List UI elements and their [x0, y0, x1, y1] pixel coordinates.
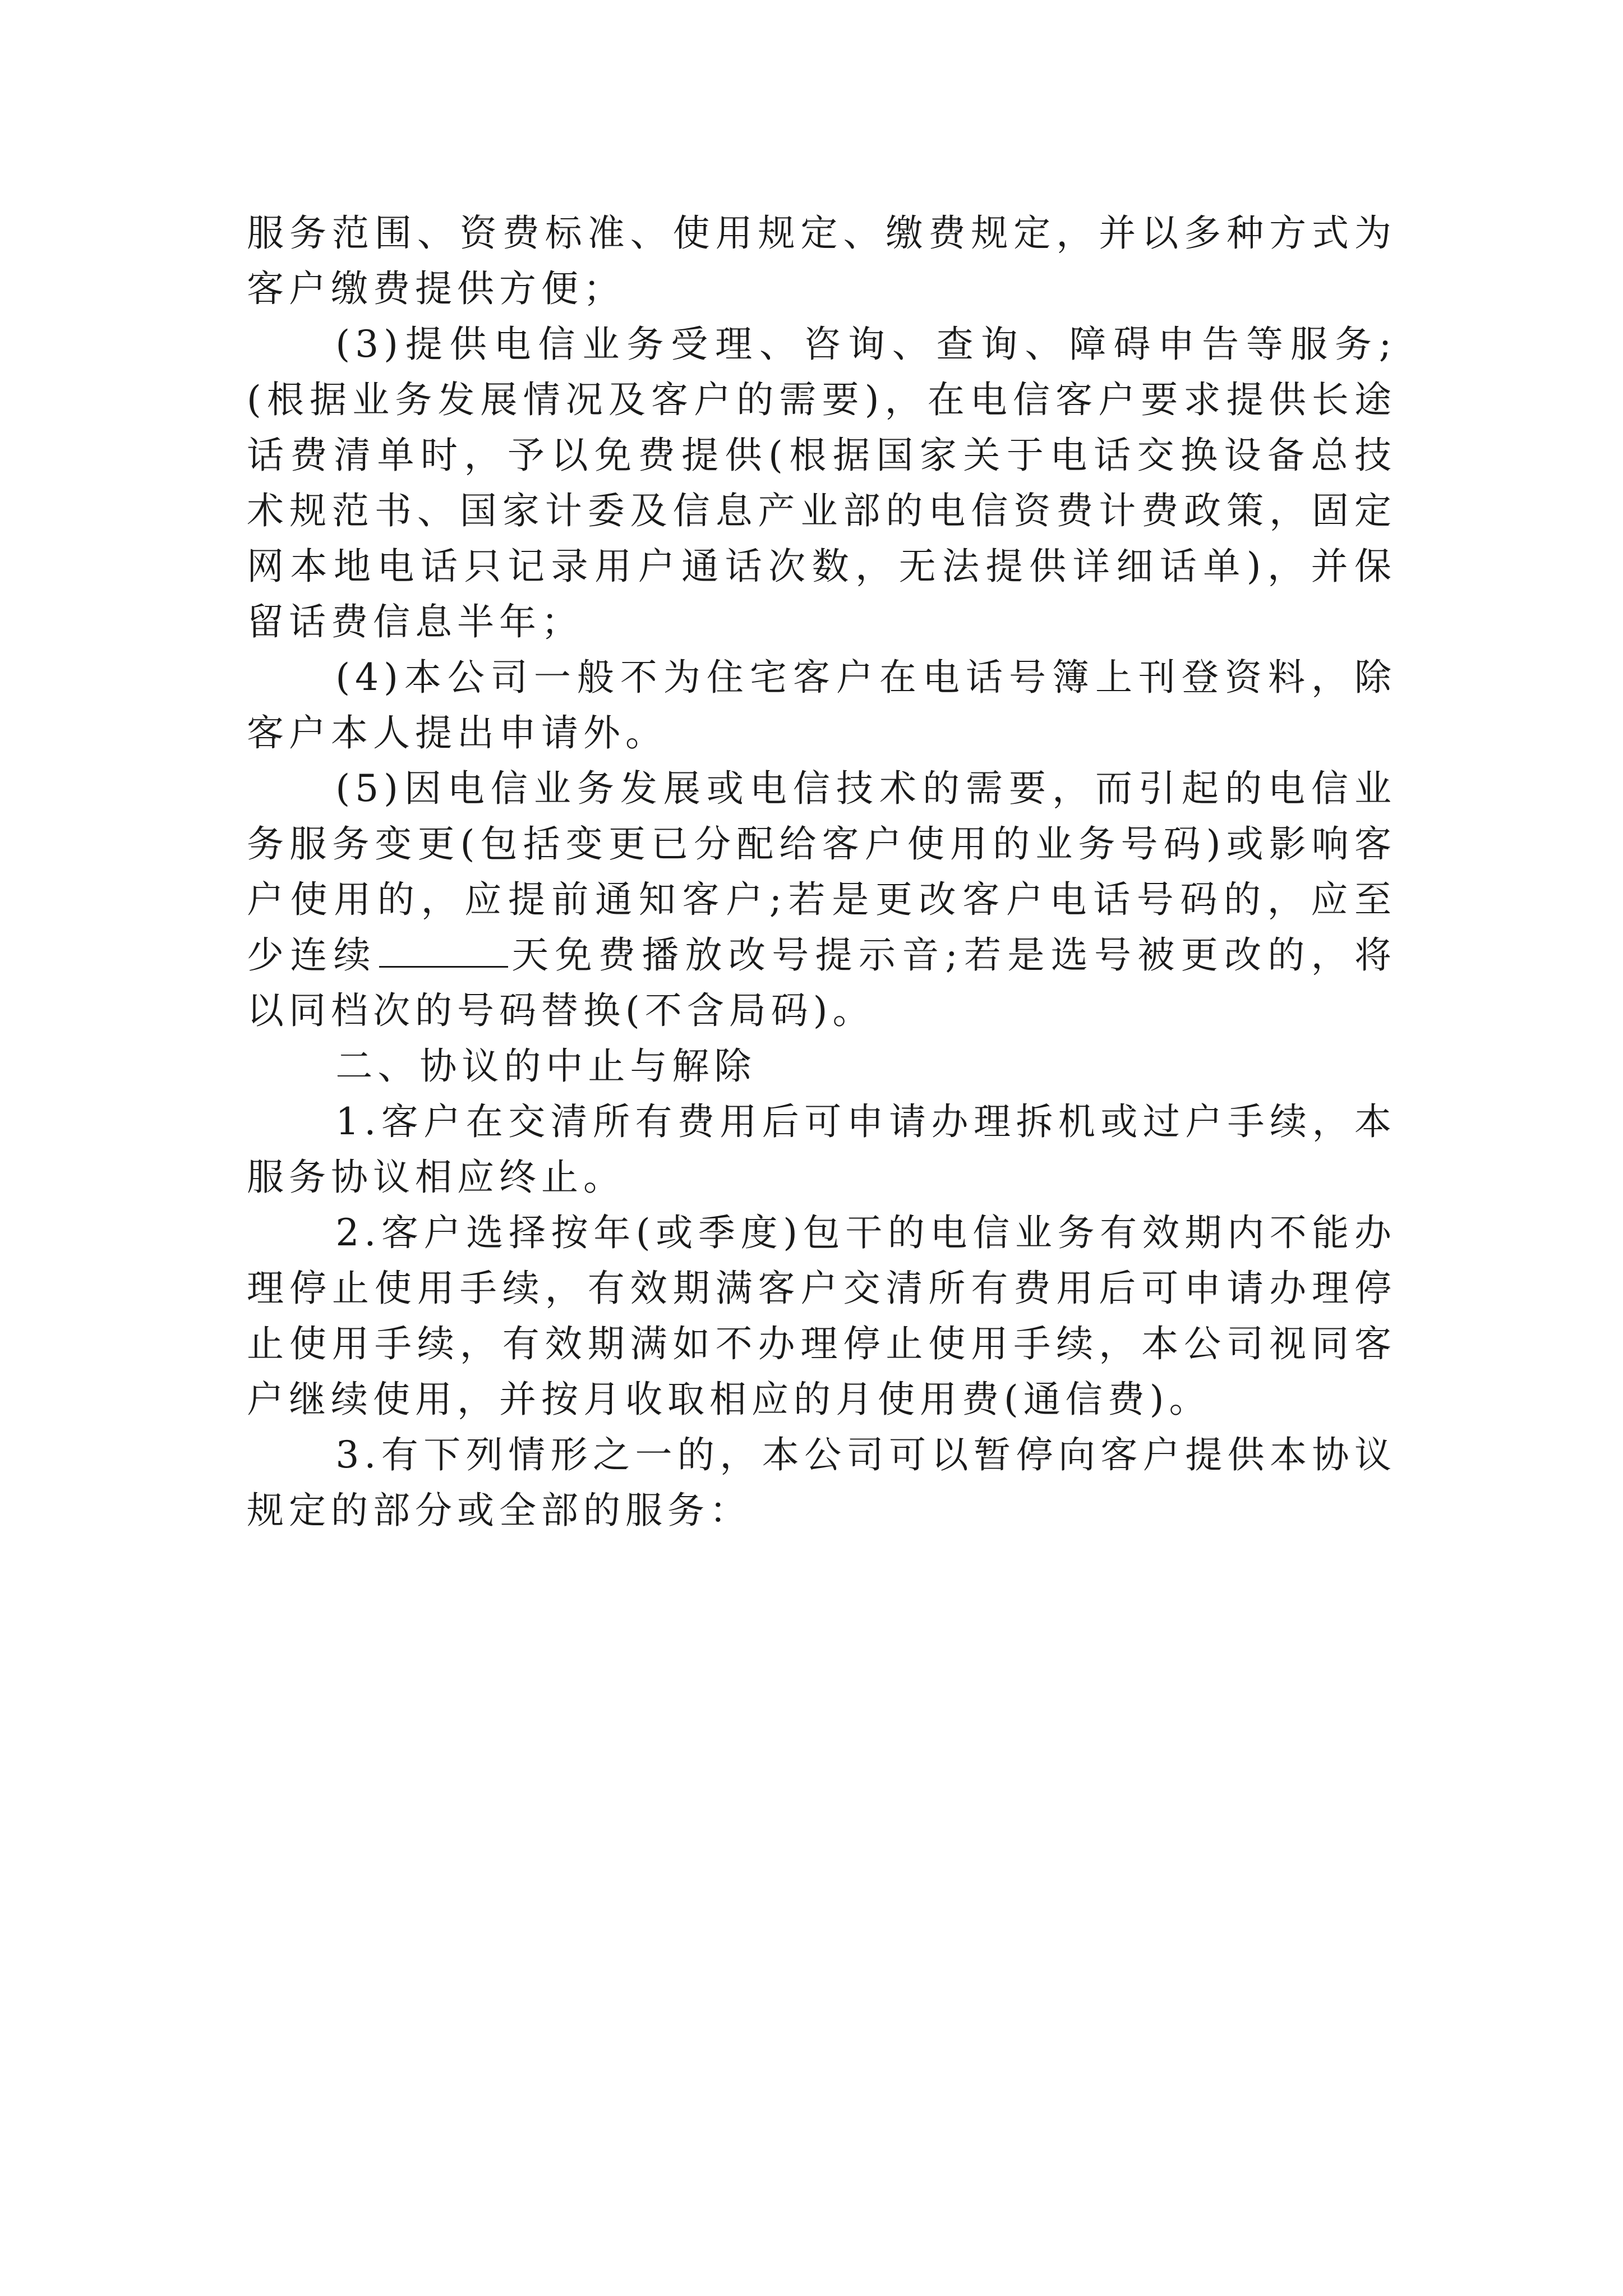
paragraph-clause-2: 2.客户选择按年(或季度)包干的电信业务有效期内不能办理停止使用手续，有效期满客户交清所有费用后可申请办理停止使用手续，有效期满如不办理停止使用手续，本公司视同客户继续使用，并按月收取相应的月使用费(通信费)。 [247, 1211, 1396, 1421]
paragraph-item-5-text-after-blank: 天免费播放改号提示音;若是选号被更改的，将以同档次的号码替换(不含局码)。 [247, 933, 1396, 1032]
paragraph-clause-1: 1.客户在交清所有费用后可申请办理拆机或过户手续，本服务协议相应终止。 [247, 1100, 1396, 1199]
paragraph-fee-service: 服务范围、资费标准、使用规定、缴费规定，并以多种方式为客户缴费提供方便； [247, 211, 1396, 310]
paragraph-item-5-text-before-blank: (5)因电信业务发展或电信技术的需要，而引起的电信业务服务变更(包括变更已分配给客户使用的业务号码)或影响客户使用的，应提前通知客户;若是更改客户电话号码的，应至少连续 [247, 767, 1396, 977]
paragraph-item-3: (3)提供电信业务受理、咨询、查询、障碍申告等服务;(根据业务发展情况及客户的需要)，在电信客户要求提供长途话费清单时，予以免费提供(根据国家关于电话交换设备总技术规范书、国家计委及信息产业部的电信资费计费政策，固定网本地电话只记录用户通话次数，无法提供详细话单)，并保留话费信息半年； [247, 323, 1396, 643]
paragraph-item-5 [247, 761, 1396, 1038]
section-heading-suspension-termination: 二、协议的中止与解除 [335, 1045, 757, 1088]
fill-in-blank-days [379, 932, 508, 968]
paragraph-item-4: (4)本公司一般不为住宅客户在电话号簿上刊登资料，除客户本人提出申请外。 [247, 656, 1396, 754]
paragraph-clause-3: 3.有下列情形之一的，本公司可以暂停向客户提供本协议规定的部分或全部的服务： [247, 1433, 1396, 1532]
document-body [247, 205, 1396, 1538]
